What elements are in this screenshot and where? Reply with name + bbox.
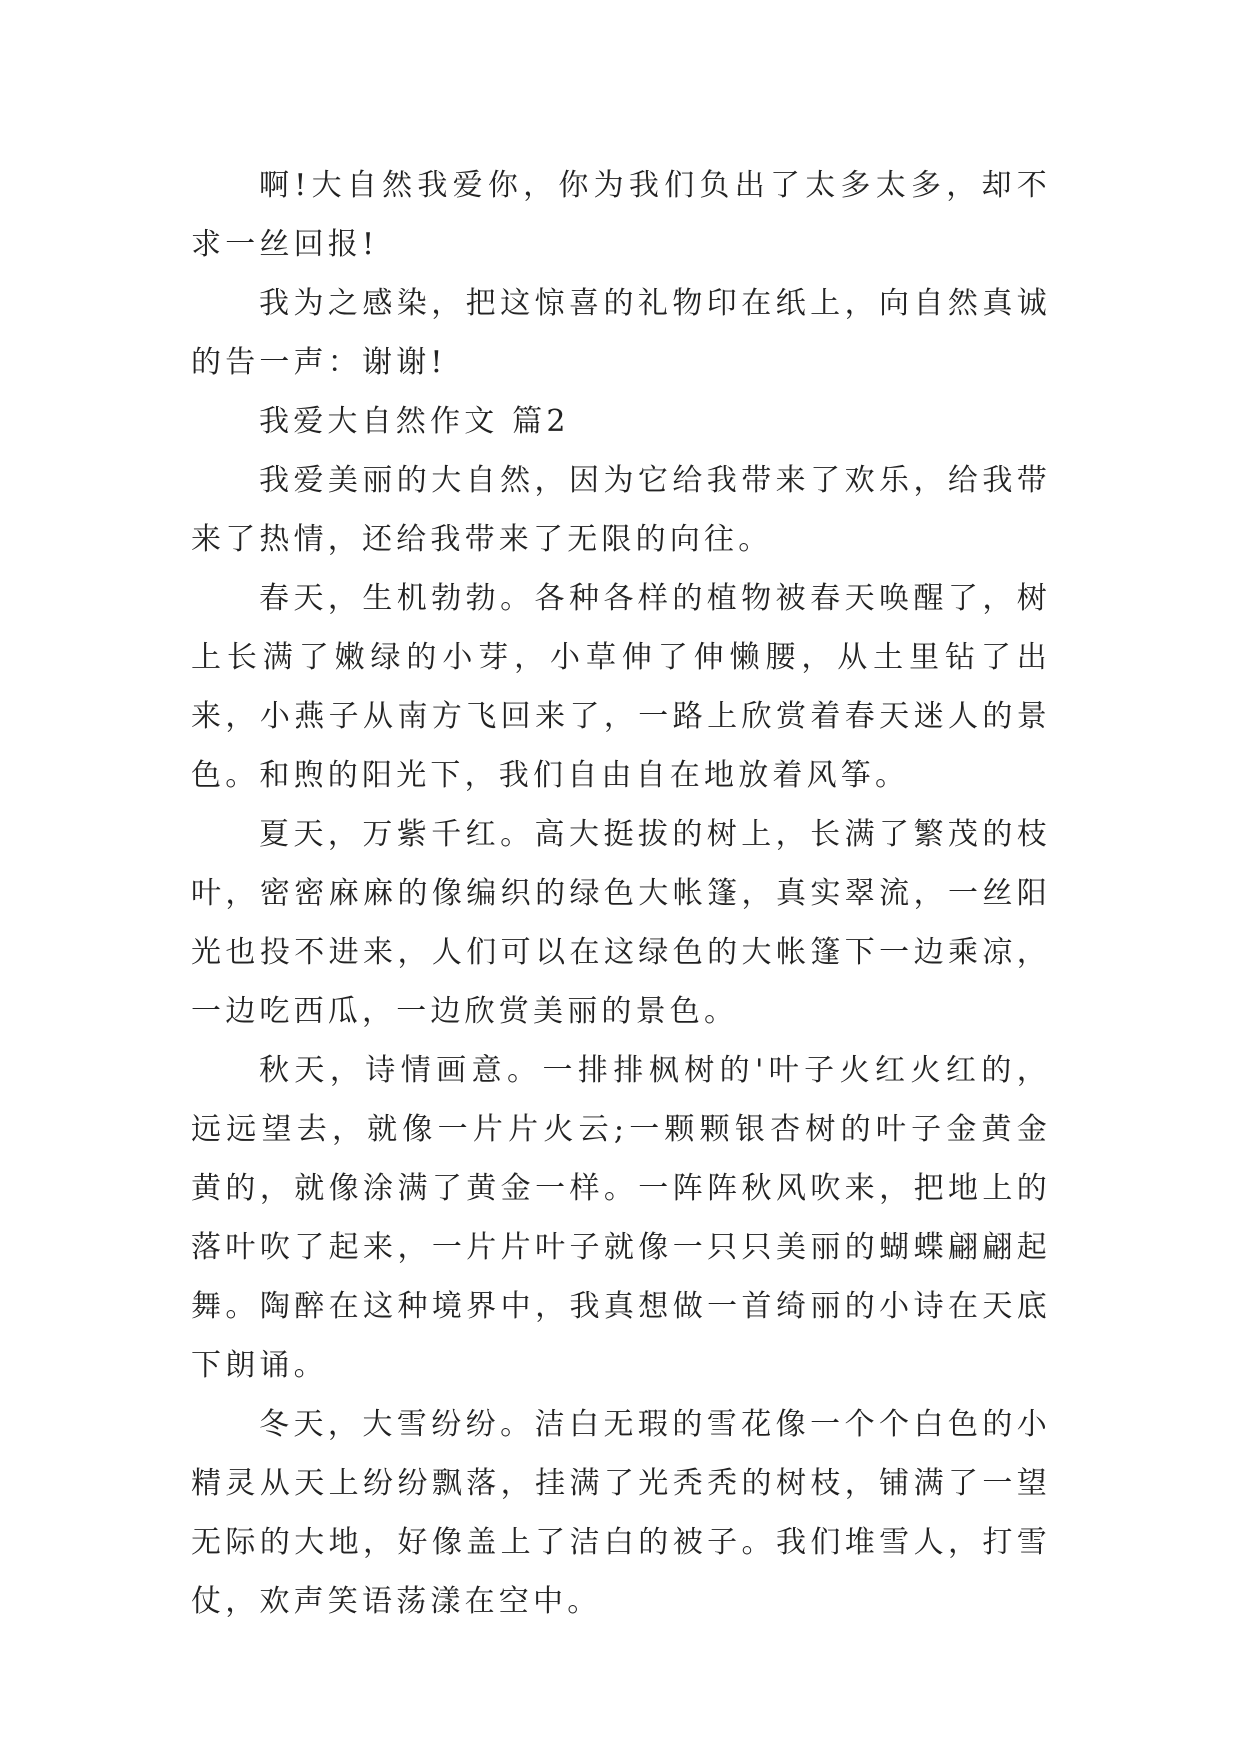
paragraph-thanks: 我为之感染，把这惊喜的礼物印在纸上，向自然真诚的告一声：谢谢! bbox=[191, 286, 1051, 380]
section-heading: 我爱大自然作文 篇2 bbox=[259, 404, 570, 439]
document-body bbox=[191, 156, 1051, 1631]
paragraph-summer: 夏天，万紫千红。高大挺拔的树上，长满了繁茂的枝叶，密密麻麻的像编织的绿色大帐篷，真实翠流，一丝阳光也投不进来，人们可以在这绿色的大帐篷下一边乘凉，一边吃西瓜，一边欣赏美丽的景色。 bbox=[191, 817, 1051, 1029]
paragraph-winter: 冬天，大雪纷纷。洁白无瑕的雪花像一个个白色的小精灵从天上纷纷飘落，挂满了光秃秃的树枝，铺满了一望无际的大地，好像盖上了洁白的被子。我们堆雪人，打雪仗，欢声笑语荡漾在空中。 bbox=[191, 1407, 1051, 1619]
paragraph-intro: 我爱美丽的大自然，因为它给我带来了欢乐，给我带来了热情，还给我带来了无限的向往。 bbox=[191, 463, 1051, 557]
paragraph-spring: 春天，生机勃勃。各种各样的植物被春天唤醒了，树上长满了嫩绿的小芽，小草伸了伸懒腰，从土里钻了出来，小燕子从南方飞回来了，一路上欣赏着春天迷人的景色。和煦的阳光下，我们自由自在地放着风筝。 bbox=[191, 581, 1051, 793]
paragraph-ah-nature: 啊!大自然我爱你，你为我们负出了太多太多，却不求一丝回报! bbox=[191, 168, 1051, 262]
paragraph-autumn: 秋天，诗情画意。一排排枫树的'叶子火红火红的，远远望去，就像一片片火云;一颗颗银杏树的叶子金黄金黄的，就像涂满了黄金一样。一阵阵秋风吹来，把地上的落叶吹了起来，一片片叶子就像一只只美丽的蝴蝶翩翩起舞。陶醉在这种境界中，我真想做一首绮丽的小诗在天底下朗诵。 bbox=[191, 1053, 1051, 1383]
